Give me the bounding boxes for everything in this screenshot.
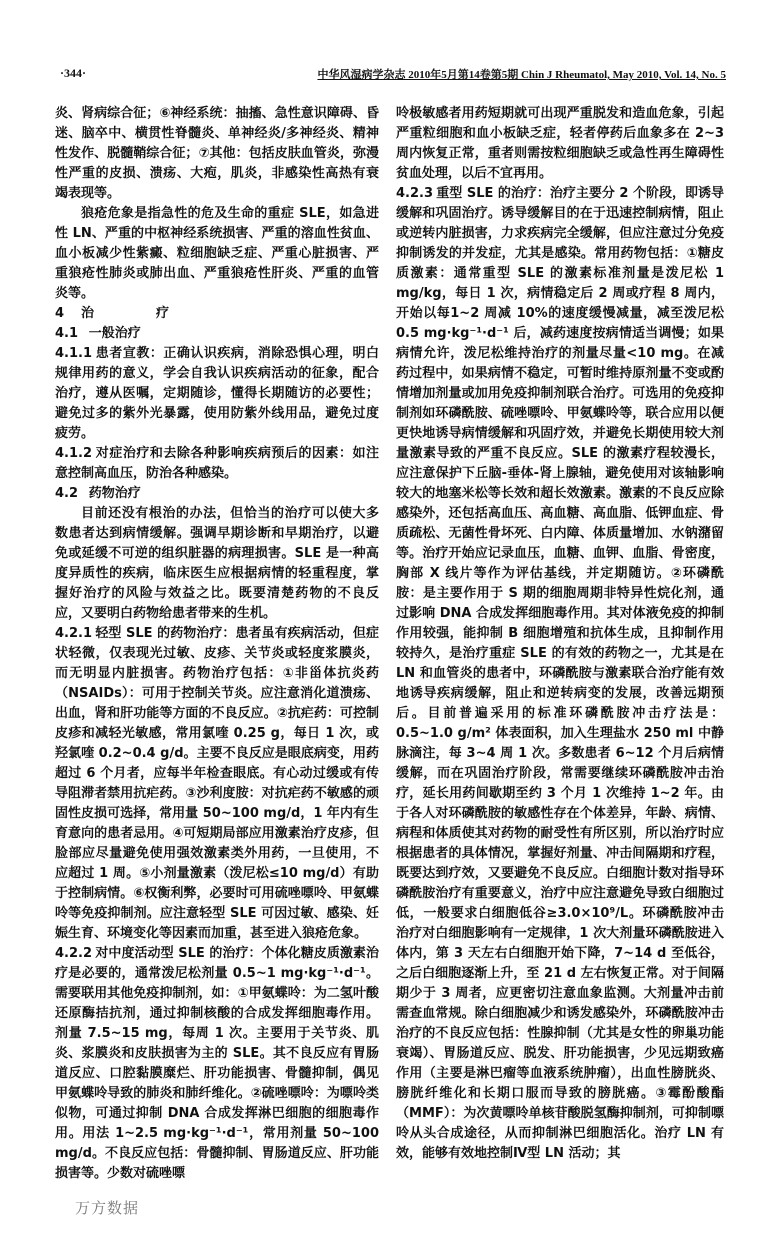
section-title-part: 治 [81, 306, 95, 321]
section-number: 4.2 [55, 486, 79, 501]
page-number: ·344· [60, 66, 87, 80]
right-column [396, 104, 724, 1164]
section-title: 药物治疗 [88, 486, 141, 501]
section-title: 一般治疗 [88, 326, 141, 341]
section-number: 4.2.2 [55, 946, 93, 961]
paragraph-text: 轻型 SLE 的药物治疗：患者虽有疾病活动，但症状轻微，仅表现光过敏、皮疹、关节炎或轻度浆膜炎，而无明显内脏损害。药物治疗包括：①非甾体抗炎药（NSAIDs）：可用于控制关节炎。应注意消化道溃疡、出血，肾和肝功能等方面的不良反应。②抗疟药：可控制皮疹和减轻光敏感，常用氯喹 0.25 g，每日 1 次，或羟氯喹 0.2~0.4 g/d。主要不良反应是眼底病变，用药超过 6 个月者，应每半年检查眼底。有心动过缓或有传导阻滞者禁用抗疟药。③沙利度胺：对抗疟药不敏感的顽固性皮损可选择，常用量 50~100 mg/d，1 年内有生育意向的患者忌用。④可短期局部应用激素治疗皮疹，但脸部应尽量避免使用强效激素类外用药，一旦使用，不应超过 1 周。⑤小剂量激素（泼尼松≤10 mg/d）有助于控制病情。⑥权衡利弊，必要时可用硫唑嘌呤、甲氨蝶呤等免疫抑制剂。应注意轻型 SLE 可因过敏、感染、妊娠生育、环境变化等因素而加重，甚至进入狼疮危象。 [55, 626, 379, 941]
section-heading-4-1 [55, 324, 379, 344]
paragraph-4-2-2 [55, 944, 379, 1184]
paragraph-text: 对中度活动型 SLE 的治疗：个体化糖皮质激素治疗是必要的，通常泼尼松剂量 0.5~1 mg·kg⁻¹·d⁻¹。需要联用其他免疫抑制剂，如：①甲氨蝶呤：为二氢叶酸还原酶拮抗剂，通过抑制核酸的合成发挥细胞毒作用。剂量 7.5~15 mg，每周 1 次。主要用于关节炎、肌炎、浆膜炎和皮肤损害为主的 SLE。其不良反应有胃肠道反应、口腔黏膜糜烂、肝功能损害、骨髓抑制，偶见甲氨蝶呤导致的肺炎和肺纤维化。②硫唑嘌呤：为嘌呤类似物，可通过抑制 DNA 合成发挥淋巴细胞的细胞毒作用。用法 1~2.5 mg·kg⁻¹·d⁻¹，常用剂量 50~100 mg/d。不良反应包括：骨髓抑制、胃肠道反应、肝功能损害等。少数对硫唑嘌 [55, 946, 379, 1181]
paragraph-4-2-3 [396, 184, 724, 1164]
section-title-part: 疗 [156, 306, 170, 321]
left-column [55, 104, 379, 1218]
paragraph-4-1-2 [55, 444, 379, 484]
paragraph-4-2-1 [55, 624, 379, 944]
section-number: 4.1.2 [55, 446, 93, 461]
section-heading-4-2 [55, 484, 379, 504]
paragraph: 狼疮危象是指急性的危及生命的重症 SLE，如急进性 LN、严重的中枢神经系统损害、严重的溶血性贫血、血小板减少性紫癜、粒细胞缺乏症、严重心脏损害、严重狼疮性肺炎或肺出血、严重狼疮性肝炎、严重的血管炎等。 [55, 206, 379, 301]
watermark: 万方数据 [75, 1199, 140, 1217]
section-number: 4 [55, 306, 65, 321]
running-head: 中华风湿病学杂志 2010年5月第14卷第5期 Chin J Rheumatol, May 2010, Vol. 14, No. 5 [317, 69, 726, 81]
section-number: 4.2.1 [55, 626, 93, 641]
paragraph: 炎、肾病综合征；⑥神经系统：抽搐、急性意识障碍、昏迷、脑卒中、横贯性脊髓炎、单神经炎/多神经炎、精神性发作、脱髓鞘综合征；⑦其他：包括皮肤血管炎，弥漫性严重的皮损、溃疡、大疱，肌炎，非感染性高热有衰竭表现等。 [55, 106, 379, 201]
section-number: 4.1 [55, 326, 79, 341]
section-number: 4.1.1 [55, 346, 93, 361]
section-heading-4 [55, 304, 379, 324]
paragraph-text: 患者宣教：正确认识疾病，消除恐惧心理，明白规律用药的意义，学会自我认识疾病活动的征象，配合治疗，遵从医嘱，定期随诊，懂得长期随访的必要性；避免过多的紫外光暴露，使用防紫外线用品，避免过度疲劳。 [55, 346, 379, 441]
section-number: 4.2.3 [396, 186, 434, 201]
paragraph-text: 对症治疗和去除各种影响疾病预后的因素：如注意控制高血压，防治各种感染。 [55, 446, 379, 481]
paragraph: 目前还没有根治的办法，但恰当的治疗可以使大多数患者达到病情缓解。强调早期诊断和早期治疗，以避免或延缓不可逆的组织脏器的病理损害。SLE 是一种高度异质性的疾病，临床医生应根据病情的轻重程度，掌握好治疗的风险与效益之比。既要清楚药物的不良反应，又要明白药物给患者带来的生机。 [55, 506, 379, 621]
paragraph-4-1-1 [55, 344, 379, 444]
paragraph: 呤极敏感者用药短期就可出现严重脱发和造血危象，引起严重粒细胞和血小板缺乏症，轻者停药后血象多在 2~3 周内恢复正常，重者则需按粒细胞缺乏或急性再生障碍性贫血处理，以后不宜再用。 [396, 106, 724, 181]
paragraph-text: 重型 SLE 的治疗：治疗主要分 2 个阶段，即诱导缓解和巩固治疗。诱导缓解目的在于迅速控制病情，阻止或逆转内脏损害，力求疾病完全缓解，但应注意过分免疫抑制诱发的并发症，尤其是感染。常用药物包括：①糖皮质激素：通常重型 SLE 的激素标准剂量是泼尼松 1 mg/kg，每日 1 次，病情稳定后 2 周或疗程 8 周内，开始以每1~2 周减 10%的速度缓慢减量，减至泼尼松 0.5 mg·kg⁻¹·d⁻¹ 后，减药速度按病情适当调慢；如果病情允许，泼尼松维持治疗的剂量尽量<10 mg。在减药过程中，如果病情不稳定，可暂时维持原剂量不变或酌情增加剂量或加用免疫抑制剂联合治疗。可选用的免疫抑制剂如环磷酰胺、硫唑嘌呤、甲氨蝶呤等，联合应用以便更快地诱导病情缓解和巩固疗效，并避免长期使用较大剂量激素导致的严重不良反应。SLE 的激素疗程较漫长，应注意保护下丘脑-垂体-肾上腺轴，避免使用对该轴影响较大的地塞米松等长效和超长效激素。激素的不良反应除感染外，还包括高血压、高血糖、高血脂、低钾血症、骨质疏松、无菌性骨坏死、白内障、体质量增加、水钠潴留等。治疗开始应记录血压，血糖、血钾、血脂、骨密度，胸部 X 线片等作为评估基线，并定期随访。②环磷酰胺：是主要作用于 S 期的细胞周期非特异性烷化剂，通过影响 DNA 合成发挥细胞毒作用。其对体液免疫的抑制作用较强，能抑制 B 细胞增殖和抗体生成，且抑制作用较持久，是治疗重症 SLE 的有效的药物之一，尤其是在 LN 和血管炎的患者中，环磷酰胺与激素联合治疗能有效地诱导疾病缓解，阻止和逆转病变的发展，改善远期预后。目前普遍采用的标准环磷酰胺冲击疗法是：0.5~1.0 g/m² 体表面积，加入生理盐水 250 ml 中静脉滴注，每 3~4 周 1 次。多数患者 6~12 个月后病情缓解，而在巩固治疗阶段，常需要继续环磷酰胺冲击治疗，延长用药间歇期至约 3 个月 1 次维持 1~2 年。由于各人对环磷酰胺的敏感性存在个体差异，年龄、病情、病程和体质使其对药物的耐受性有所区别，所以治疗时应根据患者的具体情况，掌握好剂量、冲击间隔期和疗程，既要达到疗效，又要避免不良反应。白细胞计数对指导环磷酰胺治疗有重要意义，治疗中应注意避免导致白细胞过低，一般要求白细胞低谷≥3.0×10⁹/L。环磷酰胺冲击治疗对白细胞影响有一定规律，1 次大剂量环磷酰胺进入体内，第 3 天左右白细胞开始下降，7~14 d 至低谷，之后白细胞逐渐上升，至 21 d 左右恢复正常。对于间隔期少于 3 周者，应更密切注意血象监测。大剂量冲击前需查血常规。除白细胞减少和诱发感染外，环磷酰胺冲击治疗的不良反应包括：性腺抑制（尤其是女性的卵巢功能衰竭）、胃肠道反应、脱发、肝功能损害，少见远期致癌作用（主要是淋巴瘤等血液系统肿瘤），出血性膀胱炎、膀胱纤维化和长期口服而导致的膀胱癌。③霉酚酸酯（MMF）：为次黄嘌呤单核苷酸脱氢酶抑制剂，可抑制嘌呤从头合成途径，从而抑制淋巴细胞活化。治疗 LN 有效，能够有效地控制Ⅳ型 LN 活动；其 [396, 186, 724, 1161]
